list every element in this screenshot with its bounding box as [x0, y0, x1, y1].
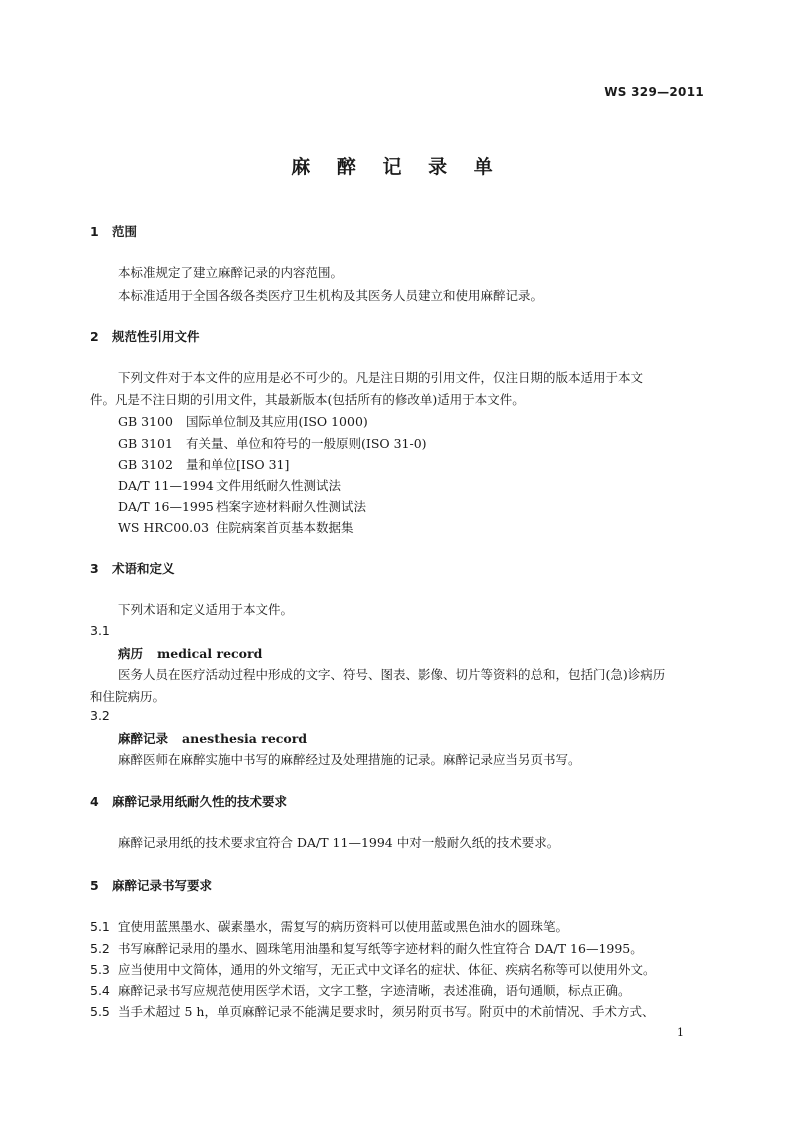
paragraph: 本标准规定了建立麻醉记录的内容范围。 [118, 265, 344, 280]
reference-title: 住院病案首页基本数据集 [216, 520, 354, 535]
term-definition: 和住院病历。 [90, 689, 166, 704]
reference-item [118, 497, 366, 515]
section-heading-paper-durability [90, 792, 287, 810]
requirement-item [90, 1002, 654, 1020]
reference-item [118, 434, 427, 452]
section-title: 麻醉记录用纸耐久性的技术要求 [112, 794, 288, 809]
term-en: medical record [157, 646, 263, 661]
requirement-item [90, 981, 631, 999]
paragraph: 件。凡是不注日期的引用文件，其最新版本(包括所有的修改单)适用于本文件。 [90, 392, 525, 407]
item-text: 当手术超过 5 h，单页麻醉记录不能满足要求时，须另附页书写。附页中的术前情况、手术方式、 [118, 1004, 655, 1019]
item-number: 5.5 [90, 1004, 110, 1019]
item-text: 书写麻醉记录用的墨水、圆珠笔用油墨和复写纸等字迹材料的耐久性宜符合 DA/T 16—1995。 [118, 941, 643, 956]
requirement-item [90, 960, 656, 978]
item-number: 5.4 [90, 983, 110, 998]
document-title: 麻 醉 记 录 单 [291, 156, 503, 178]
reference-title: 国际单位制及其应用(ISO 1000) [186, 414, 368, 429]
section-number: 4 [90, 794, 99, 809]
term-number: 3.2 [90, 708, 110, 723]
section-title: 规范性引用文件 [112, 329, 200, 344]
term-en: anesthesia record [182, 731, 308, 746]
reference-code: GB 3102 [118, 457, 173, 472]
reference-title: 量和单位[ISO 31] [186, 457, 290, 472]
reference-title: 文件用纸耐久性测试法 [216, 478, 342, 493]
paragraph: 本标准适用于全国各级各类医疗卫生机构及其医务人员建立和使用麻醉记录。 [118, 288, 544, 303]
paragraph: 下列术语和定义适用于本文件。 [118, 602, 294, 617]
reference-code: GB 3100 [118, 414, 173, 429]
section-number: 5 [90, 878, 99, 893]
term-heading [118, 729, 307, 747]
term-zh: 麻醉记录 [118, 731, 169, 746]
item-number: 5.3 [90, 962, 110, 977]
item-text: 麻醉记录书写应规范使用医学术语，文字工整，字迹清晰，表述准确，语句通顺，标点正确。 [118, 983, 631, 998]
term-zh: 病历 [118, 646, 144, 661]
reference-code: WS HRC00.03 [118, 520, 210, 535]
item-text: 宜使用蓝黑墨水、碳素墨水，需复写的病历资料可以使用蓝或黑色油水的圆珠笔。 [118, 919, 569, 934]
reference-item [118, 518, 354, 536]
reference-item [118, 476, 341, 494]
term-definition: 麻醉医师在麻醉实施中书写的麻醉经过及处理措施的记录。麻醉记录应当另页书写。 [118, 752, 581, 767]
term-heading [118, 644, 262, 662]
requirement-item [90, 939, 643, 957]
section-number: 3 [90, 561, 99, 576]
item-number: 5.2 [90, 941, 110, 956]
reference-title: 档案字迹材料耐久性测试法 [216, 499, 367, 514]
paragraph: 麻醉记录用纸的技术要求宜符合 DA/T 11—1994 中对一般耐久纸的技术要求。 [118, 835, 560, 850]
standard-number: WS 329—2011 [604, 85, 704, 99]
page-number: 1 [677, 1026, 684, 1039]
section-heading-terms [90, 559, 175, 577]
term-number: 3.1 [90, 623, 110, 638]
reference-title: 有关量、单位和符号的一般原则(ISO 31-0) [186, 436, 427, 451]
section-title: 术语和定义 [112, 561, 175, 576]
paragraph: 下列文件对于本文件的应用是必不可少的。凡是注日期的引用文件，仅注日期的版本适用于本文 [118, 370, 644, 385]
reference-code: GB 3101 [118, 436, 173, 451]
section-number: 2 [90, 329, 99, 344]
reference-item [118, 455, 289, 473]
term-definition: 医务人员在医疗活动过程中形成的文字、符号、图表、影像、切片等资料的总和，包括门(急)诊病历 [118, 667, 666, 682]
requirement-item [90, 917, 568, 935]
section-heading-normative-references [90, 327, 200, 345]
reference-code: DA/T 16—1995 [118, 499, 214, 514]
section-title: 范围 [112, 224, 138, 239]
section-heading-writing-requirements [90, 876, 212, 894]
item-text: 应当使用中文简体，通用的外文缩写，无正式中文译名的症状、体征、疾病名称等可以使用外文。 [118, 962, 656, 977]
section-heading-scope [90, 222, 137, 240]
reference-item [118, 412, 368, 430]
section-title: 麻醉记录书写要求 [112, 878, 213, 893]
section-number: 1 [90, 224, 99, 239]
reference-code: DA/T 11—1994 [118, 478, 214, 493]
item-number: 5.1 [90, 919, 110, 934]
